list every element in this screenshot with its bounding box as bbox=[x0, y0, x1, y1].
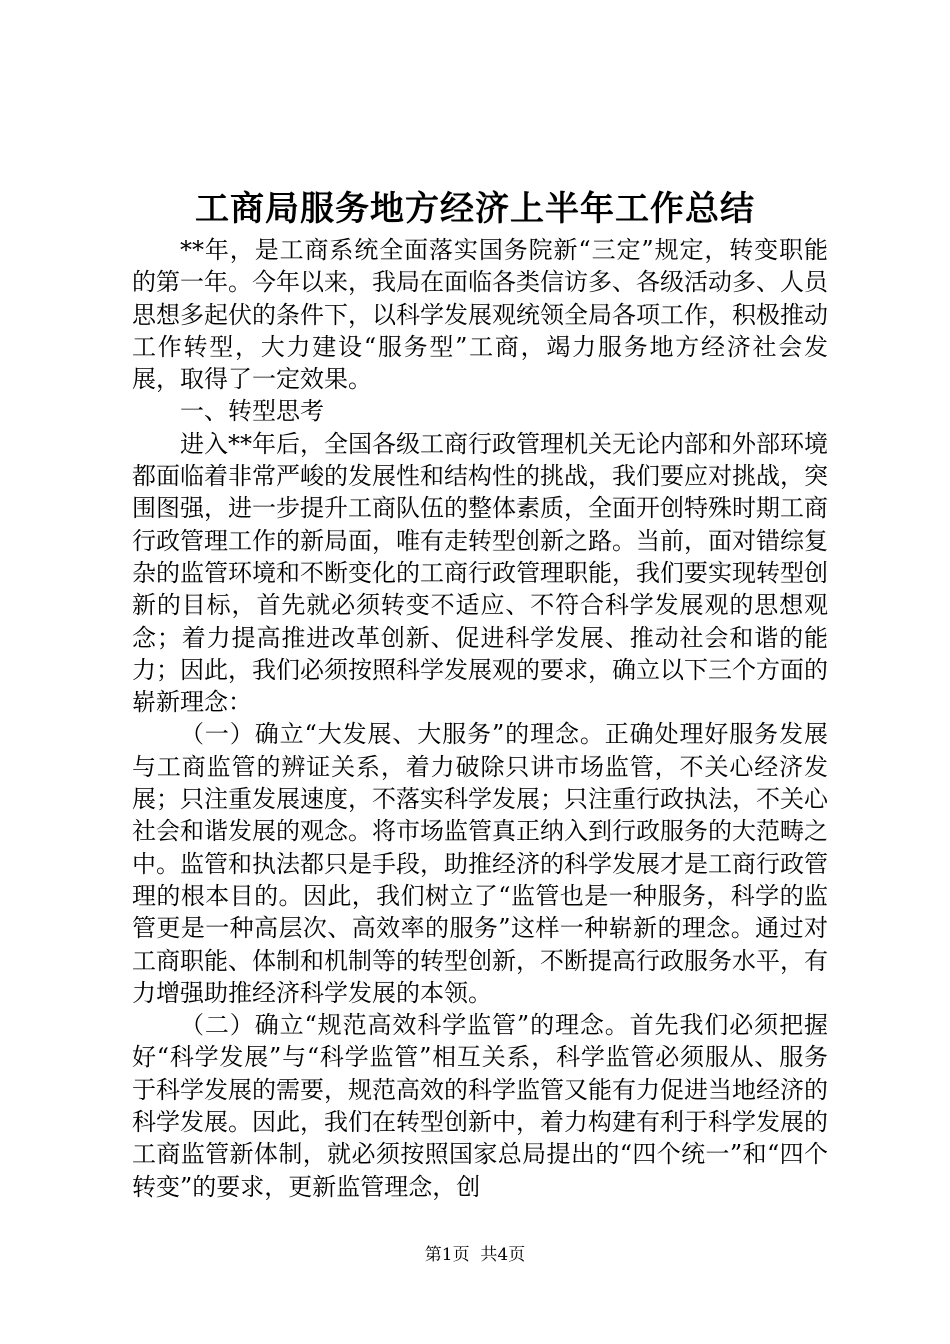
page-total: 共4页 bbox=[480, 1245, 526, 1265]
body-paragraph: （一）确立“大发展、大服务”的理念。正确处理好服务发展与工商监管的辨证关系，着力破除只讲市场监管，不关心经济发展；只注重发展速度，不落实科学发展；只注重行政执法，不关心社会和谐发展的观念。将市场监管真正纳入到行政服务的大范畴之中。监管和执法都只是手段，助推经济的科学发展才是工商行政管理的根本目的。因此，我们树立了“监管也是一种服务，科学的监管更是一种高层次、高效率的服务”这样一种崭新的理念。通过对工商职能、体制和机制等的转型创新，不断提高行政服务水平，有力增强助推经济科学发展的本领。 bbox=[132, 720, 828, 1007]
document-body bbox=[132, 234, 828, 1203]
page-number: 第1页 bbox=[424, 1245, 470, 1265]
body-paragraph: （二）确立“规范高效科学监管”的理念。首先我们必须把握好“科学发展”与“科学监管”相互关系，科学监管必须服从、服务于科学发展的需要，规范高效的科学监管又能有力促进当地经济的科学发展。因此，我们在转型创新中，着力构建有利于科学发展的工商监管新体制，就必须按照国家总局提出的“四个统一”和“四个转变”的要求，更新监管理念，创 bbox=[132, 1011, 828, 1201]
section-heading: 一、转型思考 bbox=[180, 397, 324, 426]
intro-paragraph: **年，是工商系统全面落实国务院新“三定”规定，转变职能的第一年。今年以来，我局在面临各类信访多、各级活动多、人员思想多起伏的条件下，以科学发展观统领全局各项工作，积极推动工作转型，大力建设“服务型”工商，竭力服务地方经济社会发展，取得了一定效果。 bbox=[132, 236, 828, 394]
body-paragraph: 进入**年后，全国各级工商行政管理机关无论内部和外部环境都面临着非常严峻的发展性和结构性的挑战，我们要应对挑战，突围图强，进一步提升工商队伍的整体素质，全面开创特殊时期工商行政管理工作的新局面，唯有走转型创新之路。当前，面对错综复杂的监管环境和不断变化的工商行政管理职能，我们要实现转型创新的目标，首先就必须转变不适应、不符合科学发展观的思想观念；着力提高推进改革创新、促进科学发展、推动社会和谐的能力；因此，我们必须按照科学发展观的要求，确立以下三个方面的崭新理念： bbox=[132, 429, 828, 717]
document-title: 工商局服务地方经济上半年工作总结 bbox=[195, 189, 755, 229]
page-footer bbox=[0, 1244, 950, 1266]
